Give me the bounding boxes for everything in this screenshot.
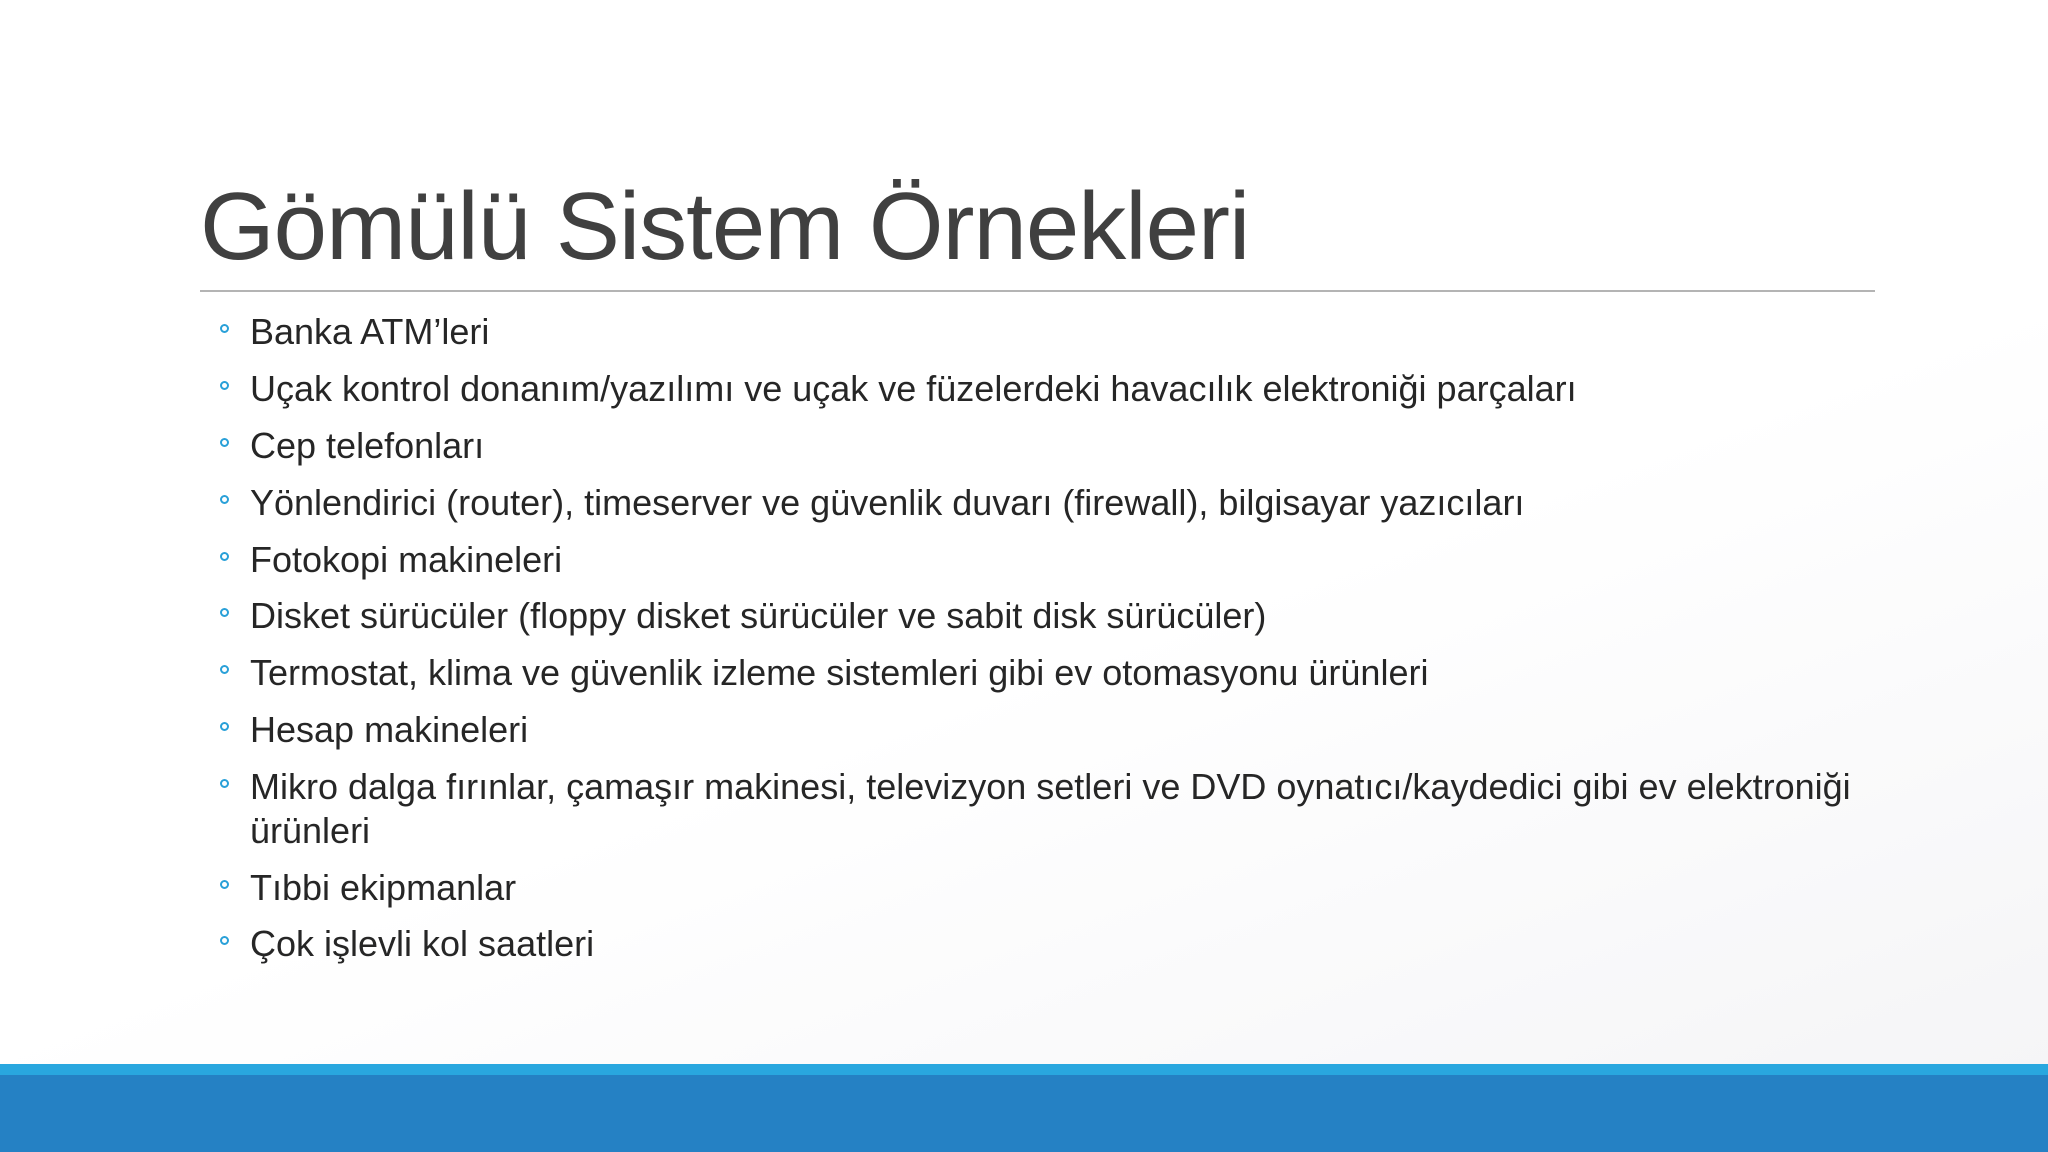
bullet-text: Hesap makineleri (250, 709, 529, 751)
bullet-icon (220, 722, 229, 731)
bullet-item (216, 538, 1856, 582)
bullet-item (216, 367, 1856, 411)
footer-accent-stripe (0, 1064, 2048, 1075)
bullet-text: Mikro dalga fırınlar, çamaşır makinesi, televizyon setleri ve DVD oynatıcı/kaydedici gibi ev elektroniği ürünleri (250, 766, 1851, 851)
bullet-icon (220, 608, 229, 617)
bullet-icon (220, 495, 229, 504)
bullet-item (216, 481, 1856, 525)
bullet-item (216, 594, 1856, 638)
bullet-item (216, 310, 1856, 354)
bullet-item (216, 765, 1856, 852)
bullet-item (216, 922, 1856, 966)
bullet-icon (220, 779, 229, 788)
bullet-text: Disket sürücüler (floppy disket sürücüler ve sabit disk sürücüler) (250, 595, 1267, 637)
bullet-item (216, 866, 1856, 910)
bullet-text: Yönlendirici (router), timeserver ve güvenlik duvarı (firewall), bilgisayar yazıcıları (250, 481, 1525, 523)
bullet-text: Tıbbi ekipmanlar (250, 866, 517, 908)
bullet-icon (220, 936, 229, 945)
bullet-text: Fotokopi makineleri (250, 538, 563, 580)
bullet-text: Termostat, klima ve güvenlik izleme sistemleri gibi ev otomasyonu ürünleri (250, 652, 1429, 694)
bullet-icon (220, 381, 229, 390)
bullet-icon (220, 438, 229, 447)
bullet-item (216, 424, 1856, 468)
bullet-icon (220, 324, 229, 333)
bullet-text: Çok işlevli kol saatleri (250, 923, 595, 965)
bullet-item (216, 651, 1856, 695)
bullet-list (216, 310, 1856, 979)
bullet-icon (220, 552, 229, 561)
title-divider (200, 290, 1875, 292)
bullet-text: Banka ATM’leri (250, 311, 490, 352)
bullet-icon (220, 880, 229, 889)
bullet-item (216, 708, 1856, 752)
slide-title: Gömülü Sistem Örnekleri (200, 173, 1250, 280)
footer-bar (0, 1064, 2048, 1152)
bullet-icon (220, 665, 229, 674)
bullet-text: Cep telefonları (250, 424, 485, 466)
bullet-text: Uçak kontrol donanım/yazılımı ve uçak ve füzelerdeki havacılık elektroniği parçaları (250, 367, 1577, 409)
